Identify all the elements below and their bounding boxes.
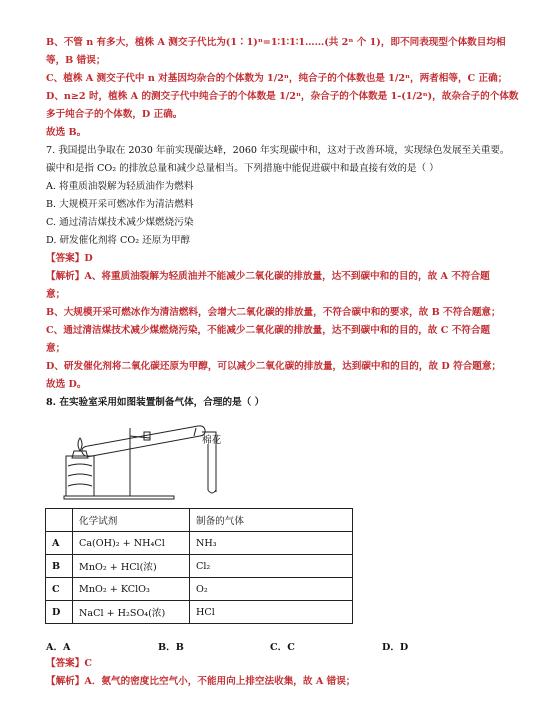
table-cell: O₂ — [190, 578, 353, 601]
table-cell: HCl — [190, 601, 353, 624]
table-cell: D — [46, 601, 73, 624]
table-row — [46, 532, 353, 555]
q7-analysis-line5: 意； — [46, 343, 66, 354]
q8-choices — [46, 639, 498, 652]
analysis-b-line2: 等，B 错误； — [46, 55, 106, 66]
q8-choice-a: A．A — [46, 642, 71, 653]
table-cell: Ca(OH)₂ + NH₄Cl — [73, 532, 190, 555]
reagent-gas-table — [45, 508, 353, 624]
q7-stem-line2: 碳中和是指 CO₂ 的排放总量和减少总量相当。下列措施中能促进碳中和最直接有效的是（ ） — [46, 163, 439, 174]
q8-answer: 【答案】C — [46, 658, 93, 669]
q7-analysis-line4: C、通过清洁煤技术减少煤燃烧污染，不能减少二氧化碳的排放量，达不到碳中和的目的，故 C 不符合题 — [46, 325, 491, 336]
q7-option-a: A. 将重质油裂解为轻质油作为燃料 — [46, 181, 194, 192]
analysis-c-line1: C、植株 A 测交子代中 n 对基因均杂合的个体数为 1/2ⁿ，纯合子的个体数也是 1/2ⁿ，两者相等，C 正确； — [46, 73, 508, 84]
table-cell: Cl₂ — [190, 555, 353, 578]
analysis-d-line1: D、n≥2 时，植株 A 的测交子代中纯合子的个体数是 1/2ⁿ，杂合子的个体数是 1-(1/2ⁿ)，故杂合子的个体数 — [46, 91, 519, 102]
lab-apparatus-figure — [58, 418, 228, 500]
q8-choice-b: B．B — [158, 642, 184, 653]
q7-option-c: C. 通过清洁煤技术减少煤燃烧污染 — [46, 217, 194, 228]
q7-analysis-line3: B、大规模开采可燃冰作为清洁燃料，会增大二氧化碳的排放量，不符合碳中和的要求，故 B 不符合题意； — [46, 307, 501, 318]
q8-analysis-line1: 【解析】A．氨气的密度比空气小，不能用向上排空法收集，故 A 错误； — [46, 676, 356, 687]
table-cell: MnO₂ + HCl(浓) — [73, 555, 190, 578]
q7-analysis-line2: 意； — [46, 289, 66, 300]
q7-option-d: D. 研发催化剂将 CO₂ 还原为甲醇 — [46, 235, 191, 246]
q7-analysis-line7: 故选 D。 — [46, 379, 87, 390]
table-cell: NH₃ — [190, 532, 353, 555]
table-header-cell: 化学试剂 — [73, 509, 190, 532]
table-row — [46, 601, 353, 624]
q8-stem: 8. 在实验室采用如图装置制备气体，合理的是（ ） — [46, 397, 265, 408]
analysis-conclusion: 故选 B。 — [46, 127, 87, 138]
table-cell: MnO₂ + KClO₃ — [73, 578, 190, 601]
q8-choice-c: C．C — [270, 642, 295, 653]
table-row — [46, 578, 353, 601]
q8-choice-d: D．D — [382, 642, 409, 653]
table-cell: B — [46, 555, 73, 578]
q7-answer: 【答案】D — [46, 253, 93, 264]
cotton-label: 棉花 — [202, 435, 222, 446]
q7-analysis-line1: 【解析】A、将重质油裂解为轻质油并不能减少二氧化碳的排放量，达不到碳中和的目的，故 A 不符合题 — [46, 271, 490, 282]
q7-stem-line1: 7. 我国提出争取在 2030 年前实现碳达峰，2060 年实现碳中和，这对于改善环境，实现绿色发展至关重要。 — [46, 145, 510, 156]
table-header-cell — [46, 509, 73, 532]
table-cell: A — [46, 532, 73, 555]
table-header-cell: 制备的气体 — [190, 509, 353, 532]
table-row — [46, 555, 353, 578]
q7-analysis-line6: D、研发催化剂将二氧化碳还原为甲醇，可以减少二氧化碳的排放量，达到碳中和的目的，故 D 符合题意； — [46, 361, 502, 372]
table-cell: NaCl + H₂SO₄(浓) — [73, 601, 190, 624]
q7-option-b: B. 大规模开采可燃冰作为清洁燃料 — [46, 199, 194, 210]
analysis-b-line1: B、不管 n 有多大，植株 A 测交子代比为(1∶1)ⁿ=1∶1∶1∶1……(共 2ⁿ 个 1)，即不同表现型个体数目均相 — [46, 37, 506, 48]
analysis-d-line2: 多于纯合子的个体数，D 正确。 — [46, 109, 183, 120]
table-cell: C — [46, 578, 73, 601]
table-header-row — [46, 509, 353, 532]
